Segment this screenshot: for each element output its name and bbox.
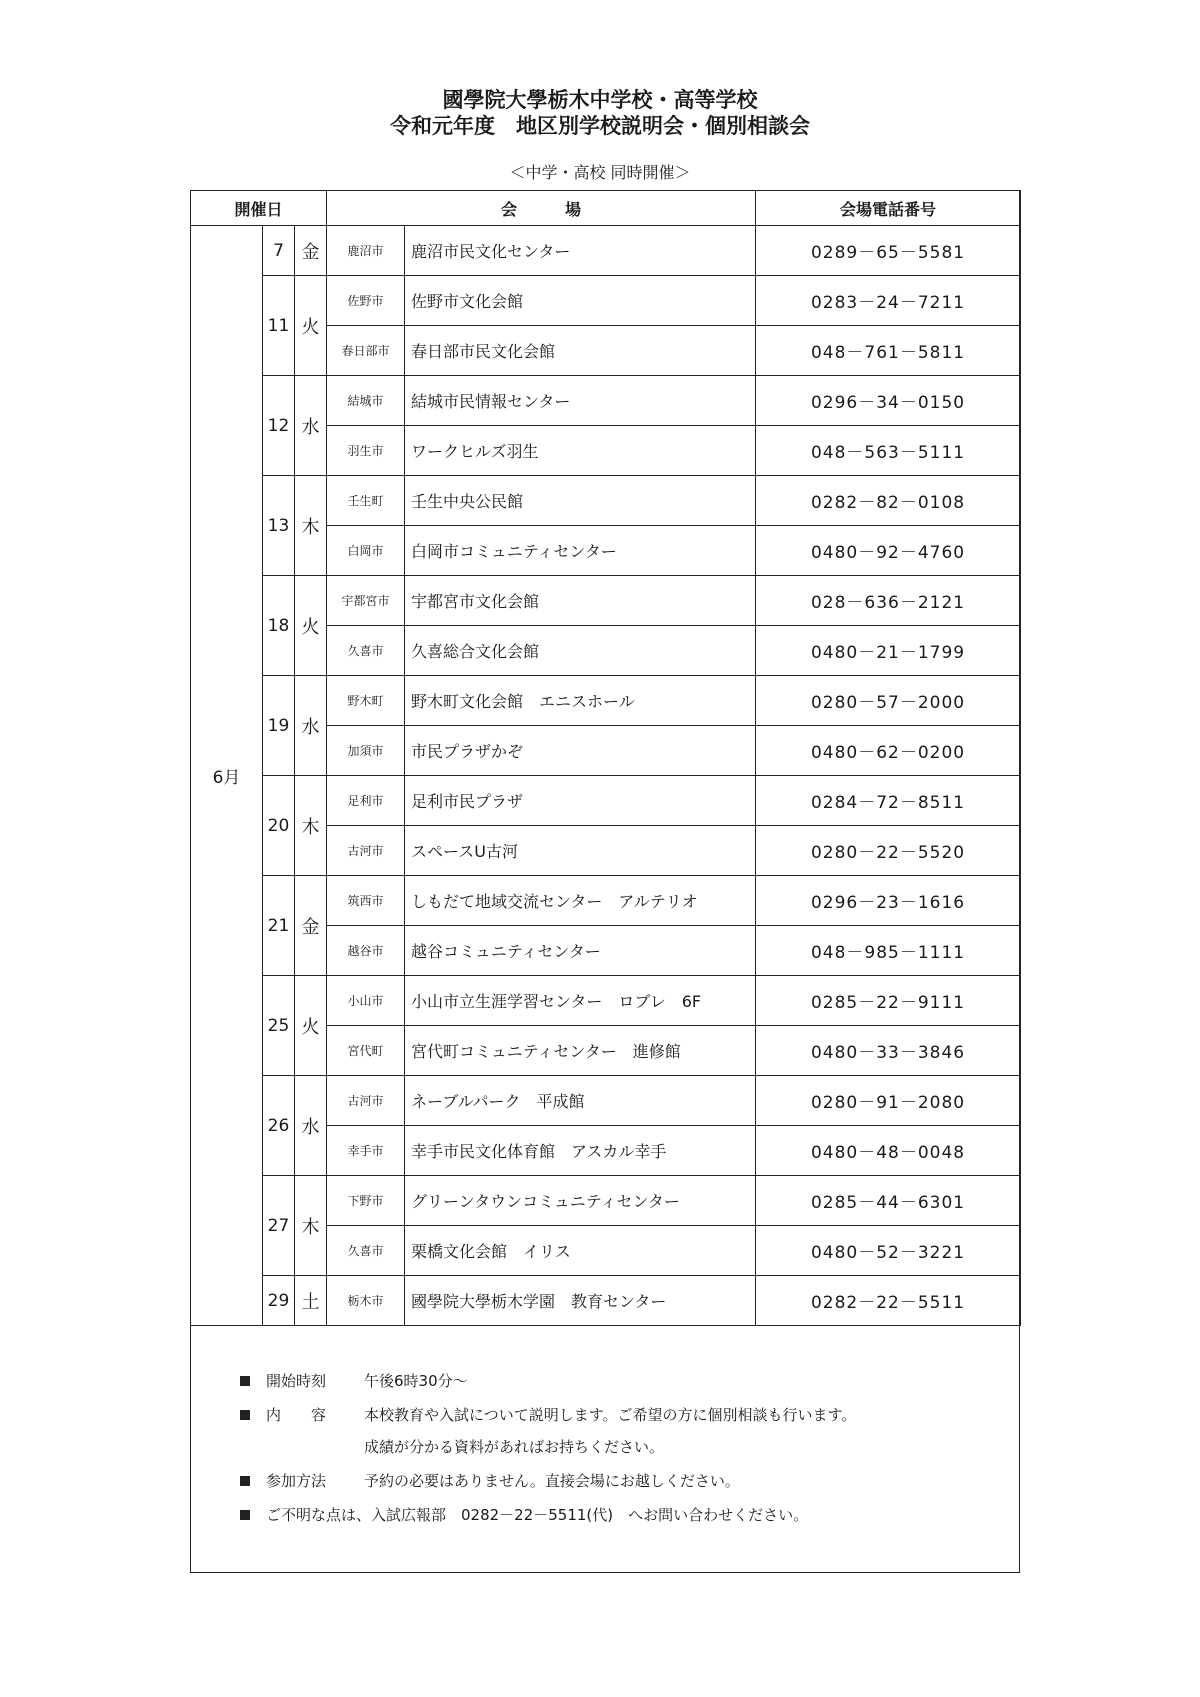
day-cell: 21 [263,876,295,976]
venue-name-cell: 久喜総合文化会館 [405,626,756,676]
venue-name-cell: 栗橋文化会館 イリス [405,1226,756,1276]
weekday-cell: 火 [295,976,327,1076]
city-cell: 小山市 [327,976,405,1026]
venue-name-cell: 小山市立生涯学習センター ロブレ 6F [405,976,756,1026]
day-cell: 11 [263,276,295,376]
city-cell: 越谷市 [327,926,405,976]
day-cell: 26 [263,1076,295,1176]
city-cell: 宮代町 [327,1026,405,1076]
day-cell: 19 [263,676,295,776]
venue-name-cell: 佐野市文化会館 [405,276,756,326]
venue-phone-cell: 0285－44－6301 [756,1176,1021,1226]
venue-phone-cell: 0480－52－3221 [756,1226,1021,1276]
city-cell: 栃木市 [327,1276,405,1326]
weekday-cell: 水 [295,676,327,776]
city-cell: 羽生市 [327,426,405,476]
note-start-time [240,1370,468,1391]
weekday-cell: 金 [295,226,327,276]
note-label: 参加方法 [266,1472,327,1490]
venue-phone-cell: 0289－65－5581 [756,226,1021,276]
header-date: 開催日 [191,191,327,226]
note-value: ご不明な点は、入試広報部 0282－22－5511(代) へお問い合わせください。 [266,1506,809,1524]
event-title: 令和元年度 地区別学校説明会・個別相談会 [390,114,810,138]
venue-phone-cell: 0280－22－5520 [756,826,1021,876]
square-bullet-icon [240,1510,250,1520]
venue-phone-cell: 0280－57－2000 [756,676,1021,726]
venue-phone-cell: 048－761－5811 [756,326,1021,376]
city-cell: 下野市 [327,1176,405,1226]
note-content-continued [364,1436,664,1457]
square-bullet-icon [240,1476,250,1486]
venue-name-cell: 市民プラザかぞ [405,726,756,776]
venue-name-cell: 宇都宮市文化会館 [405,576,756,626]
weekday-cell: 火 [295,276,327,376]
header-phone: 会場電話番号 [756,191,1021,226]
table-row [191,476,1021,526]
city-cell: 春日部市 [327,326,405,376]
venue-phone-cell: 0284－72－8511 [756,776,1021,826]
venue-name-cell: 壬生中央公民館 [405,476,756,526]
day-cell: 29 [263,1276,295,1326]
weekday-cell: 木 [295,776,327,876]
city-cell: 野木町 [327,676,405,726]
schedule-table [190,190,1021,1326]
venue-phone-cell: 0296－23－1616 [756,876,1021,926]
table-row [191,576,1021,626]
note-value: 予約の必要はありません。直接会場にお越しください。 [364,1472,740,1490]
city-cell: 久喜市 [327,1226,405,1276]
square-bullet-icon [240,1376,250,1386]
weekday-cell: 金 [295,876,327,976]
venue-phone-cell: 0480－62－0200 [756,726,1021,776]
venue-phone-cell: 0480－48－0048 [756,1126,1021,1176]
school-name-title: 國學院大學栃木中学校・高等学校 [442,88,758,112]
venue-name-cell: 幸手市民文化体育館 アスカル幸手 [405,1126,756,1176]
table-row [191,226,1021,276]
venue-name-cell: 國學院大學栃木学園 教育センター [405,1276,756,1326]
day-cell: 18 [263,576,295,676]
venue-phone-cell: 028－636－2121 [756,576,1021,626]
city-cell: 壬生町 [327,476,405,526]
table-row [191,276,1021,326]
venue-name-cell: 春日部市民文化会館 [405,326,756,376]
city-cell: 結城市 [327,376,405,426]
venue-phone-cell: 0283－24－7211 [756,276,1021,326]
day-cell: 20 [263,776,295,876]
table-row [191,876,1021,926]
table-row [191,1076,1021,1126]
month-cell: 6月 [191,226,263,1326]
note-method [240,1470,740,1491]
table-row [191,1276,1021,1326]
venue-phone-cell: 0282－82－0108 [756,476,1021,526]
note-value: 成績が分かる資料があればお持ちください。 [364,1438,665,1456]
header-venue: 会 場 [327,191,756,226]
city-cell: 足利市 [327,776,405,826]
city-cell: 佐野市 [327,276,405,326]
venue-name-cell: スペースU古河 [405,826,756,876]
table-row [191,676,1021,726]
weekday-cell: 火 [295,576,327,676]
note-contact [240,1504,808,1525]
weekday-cell: 水 [295,1076,327,1176]
note-value: 午後6時30分～ [364,1372,468,1390]
city-cell: 久喜市 [327,626,405,676]
day-cell: 12 [263,376,295,476]
table-row [191,376,1021,426]
weekday-cell: 木 [295,476,327,576]
venue-name-cell: ネーブルパーク 平成館 [405,1076,756,1126]
note-label: 内 容 [266,1406,327,1424]
venue-name-cell: 野木町文化会館 エニスホール [405,676,756,726]
table-row [191,976,1021,1026]
venue-name-cell: しもだて地域交流センター アルテリオ [405,876,756,926]
city-cell: 古河市 [327,1076,405,1126]
venue-name-cell: 足利市民プラザ [405,776,756,826]
city-cell: 宇都宮市 [327,576,405,626]
table-header-row [191,191,1021,226]
venue-phone-cell: 0282－22－5511 [756,1276,1021,1326]
venue-name-cell: 宮代町コミュニティセンター 進修館 [405,1026,756,1076]
venue-name-cell: グリーンタウンコミュニティセンター [405,1176,756,1226]
day-cell: 27 [263,1176,295,1276]
table-row [191,1176,1021,1226]
venue-phone-cell: 0480－33－3846 [756,1026,1021,1076]
weekday-cell: 木 [295,1176,327,1276]
venue-phone-cell: 0480－21－1799 [756,626,1021,676]
city-cell: 幸手市 [327,1126,405,1176]
day-cell: 13 [263,476,295,576]
event-subtitle: ＜中学・高校 同時開催＞ [509,163,691,182]
city-cell: 白岡市 [327,526,405,576]
note-label: 開始時刻 [266,1372,327,1390]
venue-phone-cell: 0296－34－0150 [756,376,1021,426]
day-cell: 25 [263,976,295,1076]
venue-phone-cell: 0480－92－4760 [756,526,1021,576]
city-cell: 鹿沼市 [327,226,405,276]
day-cell: 7 [263,226,295,276]
venue-name-cell: 結城市民情報センター [405,376,756,426]
note-value: 本校教育や入試について説明します。ご希望の方に個別相談も行います。 [364,1406,857,1424]
weekday-cell: 土 [295,1276,327,1326]
venue-phone-cell: 0280－91－2080 [756,1076,1021,1126]
venue-phone-cell: 048－985－1111 [756,926,1021,976]
venue-name-cell: ワークヒルズ羽生 [405,426,756,476]
venue-name-cell: 越谷コミュニティセンター [405,926,756,976]
venue-name-cell: 鹿沼市民文化センター [405,226,756,276]
venue-phone-cell: 048－563－5111 [756,426,1021,476]
city-cell: 筑西市 [327,876,405,926]
table-row [191,776,1021,826]
note-content [240,1404,856,1425]
venue-name-cell: 白岡市コミュニティセンター [405,526,756,576]
square-bullet-icon [240,1410,250,1420]
city-cell: 加須市 [327,726,405,776]
city-cell: 古河市 [327,826,405,876]
weekday-cell: 水 [295,376,327,476]
venue-phone-cell: 0285－22－9111 [756,976,1021,1026]
